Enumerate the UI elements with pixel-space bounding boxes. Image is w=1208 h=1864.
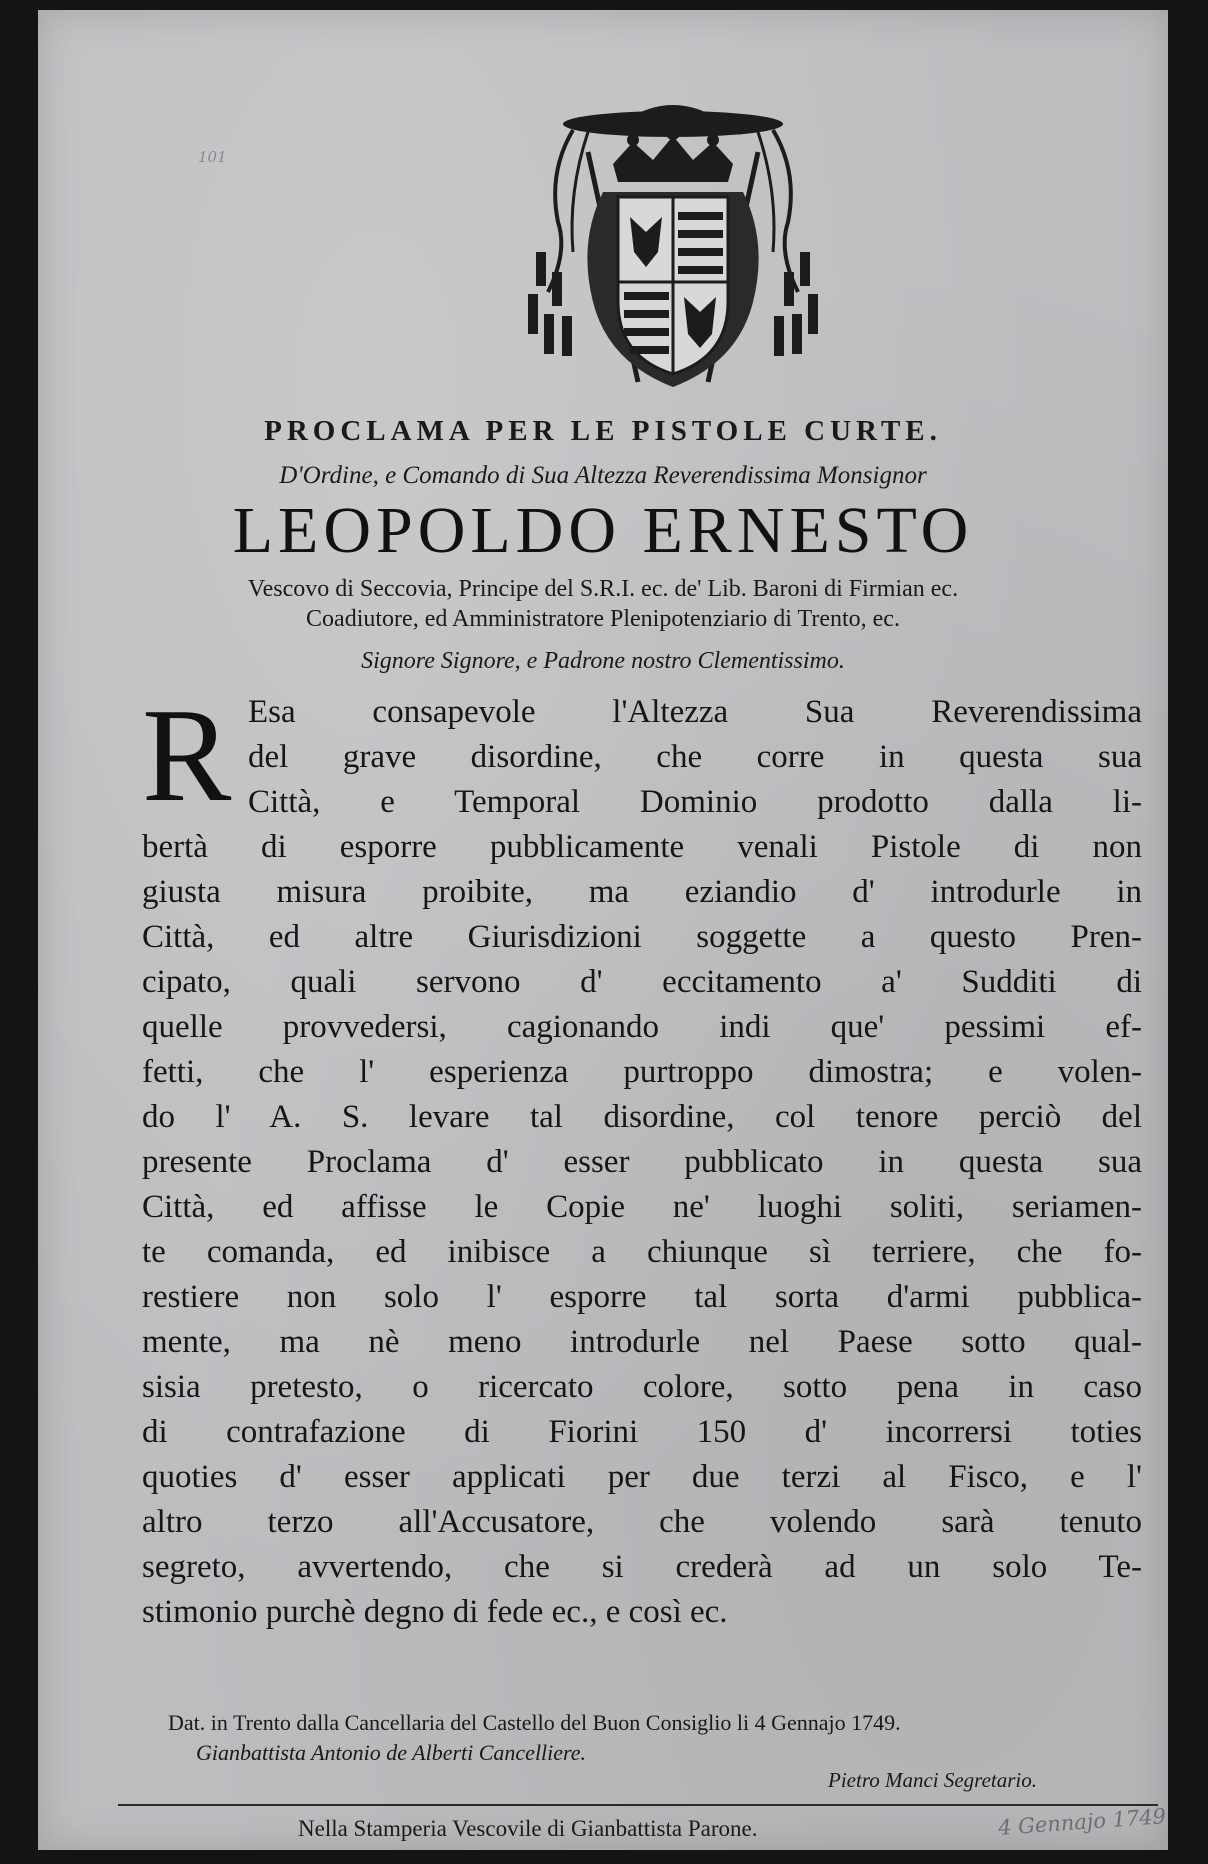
handwritten-date: 4 Gennajo 1749 (997, 1804, 1167, 1840)
printer-line: Nella Stamperia Vescovile di Gianbattista Parone. (298, 1816, 758, 1841)
bishop-name: LEOPOLDO ERNESTO (232, 494, 974, 567)
coat-of-arms-icon (518, 102, 828, 407)
office-line-2: Coadiutore, ed Amministratore Plenipotenziario di Trento, ec. (306, 606, 900, 632)
body-line: Città, e Temporal Dominio prodotto dalla li- (248, 784, 1142, 820)
body-line: stimonio purchè degno di fede ec., e così ec. (142, 1594, 728, 1630)
body-line: mente, ma nè meno introdurle nel Paese sotto qual- (142, 1324, 1142, 1360)
lord-line: Signore Signore, e Padrone nostro Clementissimo. (361, 648, 845, 674)
office-line-1: Vescovo di Seccovia, Principe del S.R.I. ec. de' Lib. Baroni di Firmian ec. (247, 576, 959, 602)
body-line: bertà di esporre pubblicamente venali Pistole di non (142, 829, 1142, 865)
body-line: presente Proclama d' esser pubblicato in questa sua (142, 1144, 1142, 1180)
body-line: te comanda, ed inibisce a chiunque sì terriere, che fo- (142, 1234, 1142, 1270)
order-line: D'Ordine, e Comando di Sua Altezza Reverendissima Monsignor (279, 462, 927, 489)
footer-rule (118, 1804, 1158, 1806)
body-line: del grave disordine, che corre in questa sua (248, 739, 1142, 775)
body-line: cipato, quali servono d' eccitamento a' Sudditi di (142, 964, 1142, 1000)
body-line: do l' A. S. levare tal disordine, col tenore perciò del (142, 1099, 1142, 1135)
body-line: di contrafazione di Fiorini 150 d' incorrersi toties (142, 1414, 1142, 1450)
body-line: Esa consapevole l'Altezza Sua Reverendissima (248, 694, 1142, 730)
body-line: Città, ed altre Giurisdizioni soggette a questo Pren- (142, 919, 1142, 955)
body-line: segreto, avvertendo, che si crederà ad un solo Te- (142, 1549, 1142, 1585)
body-line: giusta misura proibite, ma eziandio d' introdurle in (142, 874, 1142, 910)
date-line: Dat. in Trento dalla Cancellaria del Castello del Buon Consiglio li 4 Gennajo 1749. (168, 1710, 901, 1735)
body-line: quelle provvedersi, cagionando indi que' pessimi ef- (142, 1009, 1142, 1045)
body-line: sisia pretesto, o ricercato colore, sotto pena in caso (142, 1369, 1142, 1405)
proclamation-sheet (38, 10, 1168, 1850)
pencil-number: 101 (198, 148, 227, 166)
proclamation-body (142, 681, 1142, 1690)
drop-cap: R (142, 681, 232, 829)
chancellor-signature: Gianbattista Antonio de Alberti Cancelliere. (196, 1740, 587, 1765)
body-line: restiere non solo l' esporre tal sorta d'armi pubblica- (142, 1279, 1142, 1315)
body-line: quoties d' esser applicati per due terzi al Fisco, e l' (142, 1459, 1142, 1495)
proclamation-title: PROCLAMA PER LE PISTOLE CURTE. (264, 415, 942, 447)
secretary-signature: Pietro Manci Segretario. (828, 1768, 1037, 1792)
body-line: altro terzo all'Accusatore, che volendo sarà tenuto (142, 1504, 1142, 1540)
body-line: Città, ed affisse le Copie ne' luoghi soliti, seriamen- (142, 1189, 1142, 1225)
body-line: fetti, che l' esperienza purtroppo dimostra; e volen- (142, 1054, 1142, 1090)
